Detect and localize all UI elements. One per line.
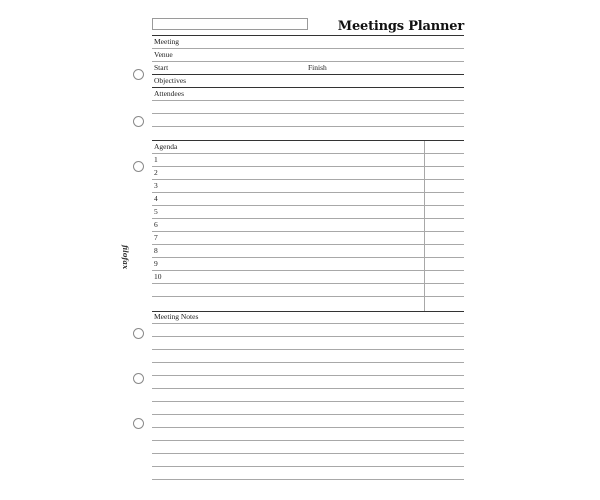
field-line	[152, 100, 464, 101]
agenda-item-number: 2	[154, 168, 158, 177]
notes-rule	[152, 311, 464, 312]
notes-line	[152, 349, 464, 350]
notes-line	[152, 479, 464, 480]
agenda-line	[152, 270, 464, 271]
notes-line	[152, 414, 464, 415]
field-line	[152, 74, 464, 75]
notes-line	[152, 427, 464, 428]
name-field[interactable]	[152, 18, 308, 30]
agenda-line	[152, 244, 464, 245]
agenda-line	[152, 166, 464, 167]
field-line	[152, 61, 464, 62]
agenda-line	[152, 153, 464, 154]
agenda-item-number: 4	[154, 194, 158, 203]
punch-hole	[133, 69, 144, 80]
agenda-item-number: 1	[154, 155, 158, 164]
page-title: Meetings Planner	[337, 19, 464, 34]
agenda-line	[152, 192, 464, 193]
agenda-item-number: 9	[154, 259, 158, 268]
notes-line	[152, 323, 464, 324]
field-line	[152, 113, 464, 114]
meeting-label: Meeting	[154, 37, 179, 46]
attendees-label: Attendees	[154, 89, 184, 98]
agenda-item-number: 8	[154, 246, 158, 255]
punch-hole	[133, 116, 144, 127]
punch-hole	[133, 418, 144, 429]
agenda-item-number: 3	[154, 181, 158, 190]
finish-label: Finish	[308, 63, 327, 72]
header-rule	[152, 35, 464, 36]
punch-hole	[133, 328, 144, 339]
agenda-line	[152, 283, 464, 284]
punch-hole	[133, 161, 144, 172]
notes-line	[152, 466, 464, 467]
notes-heading: Meeting Notes	[154, 312, 199, 321]
agenda-item-number: 6	[154, 220, 158, 229]
brand-logo: filofax	[121, 245, 130, 270]
agenda-heading: Agenda	[154, 142, 178, 151]
punch-hole	[133, 373, 144, 384]
agenda-item-number: 5	[154, 207, 158, 216]
agenda-line	[152, 296, 464, 297]
agenda-line	[152, 257, 464, 258]
agenda-line	[152, 231, 464, 232]
notes-line	[152, 362, 464, 363]
field-line	[152, 48, 464, 49]
notes-line	[152, 336, 464, 337]
notes-line	[152, 401, 464, 402]
start-label: Start	[154, 63, 169, 72]
agenda-line	[152, 179, 464, 180]
notes-line	[152, 440, 464, 441]
notes-line	[152, 375, 464, 376]
agenda-line	[152, 205, 464, 206]
notes-line	[152, 453, 464, 454]
agenda-rule	[152, 140, 464, 141]
agenda-item-number: 10	[154, 272, 162, 281]
field-line	[152, 126, 464, 127]
objectives-label: Objectives	[154, 76, 187, 85]
notes-line	[152, 388, 464, 389]
agenda-line	[152, 218, 464, 219]
field-line	[152, 87, 464, 88]
agenda-item-number: 7	[154, 233, 158, 242]
venue-label: Venue	[154, 50, 173, 59]
